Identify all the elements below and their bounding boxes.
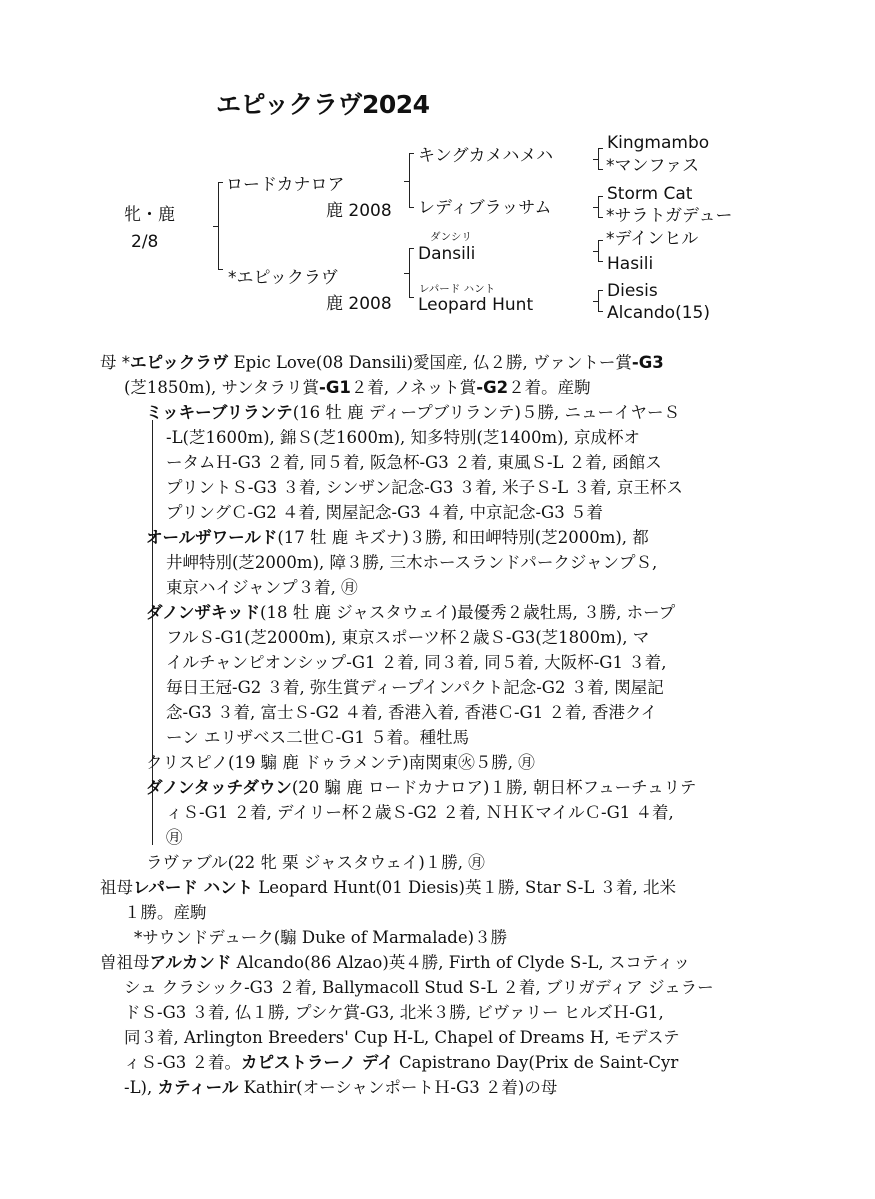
dss: *デインヒル — [606, 229, 699, 249]
sex-color: 牝・鹿 — [124, 205, 175, 225]
dds: Diesis — [607, 281, 658, 301]
dam-name: エピックラヴ — [130, 353, 229, 372]
ssd: *マンファス — [606, 156, 700, 176]
produce-1-line-5: プリングＣ-G2 ４着, 関屋記念-G3 ４着, 中京記念-G3 ５着 — [166, 503, 603, 522]
produce-2-line-3: 東京ハイジャンプ３着, ㊊ — [166, 578, 358, 597]
produce-1-line-4: プリントＳ-G3 ３着, シンザン記念-G3 ３着, 米子Ｓ-L ３着, 京王杯ス — [166, 478, 683, 497]
produce-5-line-2: ィＳ-G1 ２着, デイリー杯２歳Ｓ-G2 ２着, ＮＨＫマイルＣ-G1 ４着, — [166, 803, 674, 822]
dam-line-1: 母 *エピックラヴ Epic Love(08 Dansili)愛国産, 仏２勝, ヴァントー賞-G3 — [100, 353, 664, 372]
great-granddam-line-1: 曽祖母アルカンド Alcando(86 Alzao)英４勝, Firth of Clyde S-L, スコティッ — [100, 953, 691, 972]
brace-ds — [598, 240, 599, 262]
produce-3-line-4: 毎日王冠-G2 ３着, 弥生賞ディープインパクト記念-G2 ３着, 関屋記 — [166, 678, 664, 697]
produce-3-line-6: ーン エリザベス二世Ｃ-G1 ５着。種牡馬 — [166, 728, 470, 747]
produce-1-line-3: ータムＨ-G3 ２着, 同５着, 阪急杯-G3 ２着, 東風Ｓ-L ２着, 函館ス — [166, 453, 662, 472]
produce-5: ダノンタッチダウン(20 騸 鹿 ロードカナロア)１勝, 朝日杯フューチュリテ — [146, 778, 697, 797]
great-granddam-line-3: ドＳ-G3 ３着, 仏１勝, プシケ賞-G3, 北米３勝, ビヴァリー ヒルズＨ-G1, — [124, 1003, 664, 1022]
brace-sd — [598, 196, 599, 218]
birth-date: 2/8 — [131, 232, 159, 252]
great-granddam-line-6: -L), カティール Kathir(オーシャンポートＨ-G3 ２着)の母 — [124, 1078, 558, 1097]
great-granddam-line-5: ィＳ-G3 ２着。カピストラーノ デイ Capistrano Day(Prix de Saint-Cyr — [124, 1053, 679, 1072]
produce-3-line-5: 念-G3 ３着, 富士Ｓ-G2 ４着, 香港入着, 香港Ｃ-G1 ２着, 香港クイ — [166, 703, 658, 722]
great-granddam-line-2: シュ クラシック-G3 ２着, Ballymacoll Stud S-L ２着, ブリガディア ジェラー — [124, 978, 714, 997]
produce-4: クリスピノ(19 騸 鹿 ドゥラメンテ)南関東㊋５勝, ㊊ — [146, 753, 535, 772]
dam-dam-kana: レパード ハント — [419, 283, 496, 295]
sire-info: 鹿 2008 — [326, 201, 392, 221]
brace-dam-line — [409, 248, 410, 298]
produce-1: ミッキーブリランテ(16 牡 鹿 ディープブリランテ)５勝, ニューイヤーＳ — [146, 403, 680, 422]
produce-6: ラヴァブル(22 牝 栗 ジャスタウェイ)１勝, ㊊ — [146, 853, 485, 872]
dam-line-2: (芝1850m), サンタラリ賞-G1２着, ノネット賞-G2２着。産駒 — [124, 378, 591, 397]
produce-3-line-2: フルＳ-G1(芝2000m), 東京スポーツ杯２歳Ｓ-G3(芝1800m), マ — [166, 628, 650, 647]
dam-name: *エピックラヴ — [228, 268, 338, 288]
dam-sire: Dansili — [418, 244, 476, 264]
page-title: エピックラヴ2024 — [216, 90, 430, 119]
dam-info: 鹿 2008 — [326, 294, 392, 314]
great-granddam-name: アルカンド — [149, 953, 232, 972]
produce-2-name: オールザワールド — [146, 528, 278, 547]
produce-2-line-2: 井岬特別(芝2000m), 障３勝, 三木ホースランドパークジャンプＳ, — [166, 553, 658, 572]
produce-5-name: ダノンタッチダウン — [146, 778, 292, 797]
brace-dd — [598, 290, 599, 312]
sire-name: ロードカナロア — [226, 175, 345, 195]
sdd: *サラトガデュー — [606, 206, 733, 226]
kathir-name: カティール — [157, 1078, 239, 1097]
sss: Kingmambo — [607, 133, 710, 153]
capistrano-day-name: カピストラーノ デイ — [241, 1053, 394, 1072]
great-granddam-line-4: 同３着, Arlington Breeders' Cup H-L, Chapel of Dreams H, モデステ — [124, 1028, 680, 1047]
sire-sire: キングカメハメハ — [418, 146, 554, 166]
produce-3: ダノンザキッド(18 牡 鹿 ジャスタウェイ)最優秀２歳牡馬, ３勝, ホープ — [146, 603, 676, 622]
dam-dam: Leopard Hunt — [418, 295, 534, 315]
granddam-produce-1: *サウンドデューク(騸 Duke of Marmalade)３勝 — [134, 928, 508, 947]
dam-sire-kana: ダンシリ — [430, 231, 472, 243]
dsd: Hasili — [607, 254, 654, 274]
produce-2: オールザワールド(17 牡 鹿 キズナ)３勝, 和田岬特別(芝2000m), 都 — [146, 528, 649, 547]
produce-3-name: ダノンザキッド — [146, 603, 261, 622]
ddd: Alcando(15) — [607, 303, 710, 323]
brace-sire-line — [409, 153, 410, 208]
granddam-line-1: 祖母レパード ハント Leopard Hunt(01 Diesis)英１勝, Star S-L ３着, 北米 — [100, 878, 677, 897]
granddam-name: レパード ハント — [133, 878, 254, 897]
brace-generation-1 — [218, 182, 219, 270]
sire-dam: レディブラッサム — [418, 198, 552, 218]
family-record — [100, 350, 780, 1100]
produce-1-name: ミッキーブリランテ — [146, 403, 293, 422]
granddam-line-2: １勝。産駒 — [124, 903, 207, 922]
sds: Storm Cat — [607, 184, 693, 204]
produce-3-line-3: イルチャンピオンシップ-G1 ２着, 同３着, 同５着, 大阪杯-G1 ３着, — [166, 653, 667, 672]
produce-1-line-2: -L(芝1600m), 錦Ｓ(芝1600m), 知多特別(芝1400m), 京成杯オ — [166, 428, 641, 447]
produce-5-line-3: ㊊ — [166, 828, 183, 847]
brace-ss — [598, 148, 599, 170]
